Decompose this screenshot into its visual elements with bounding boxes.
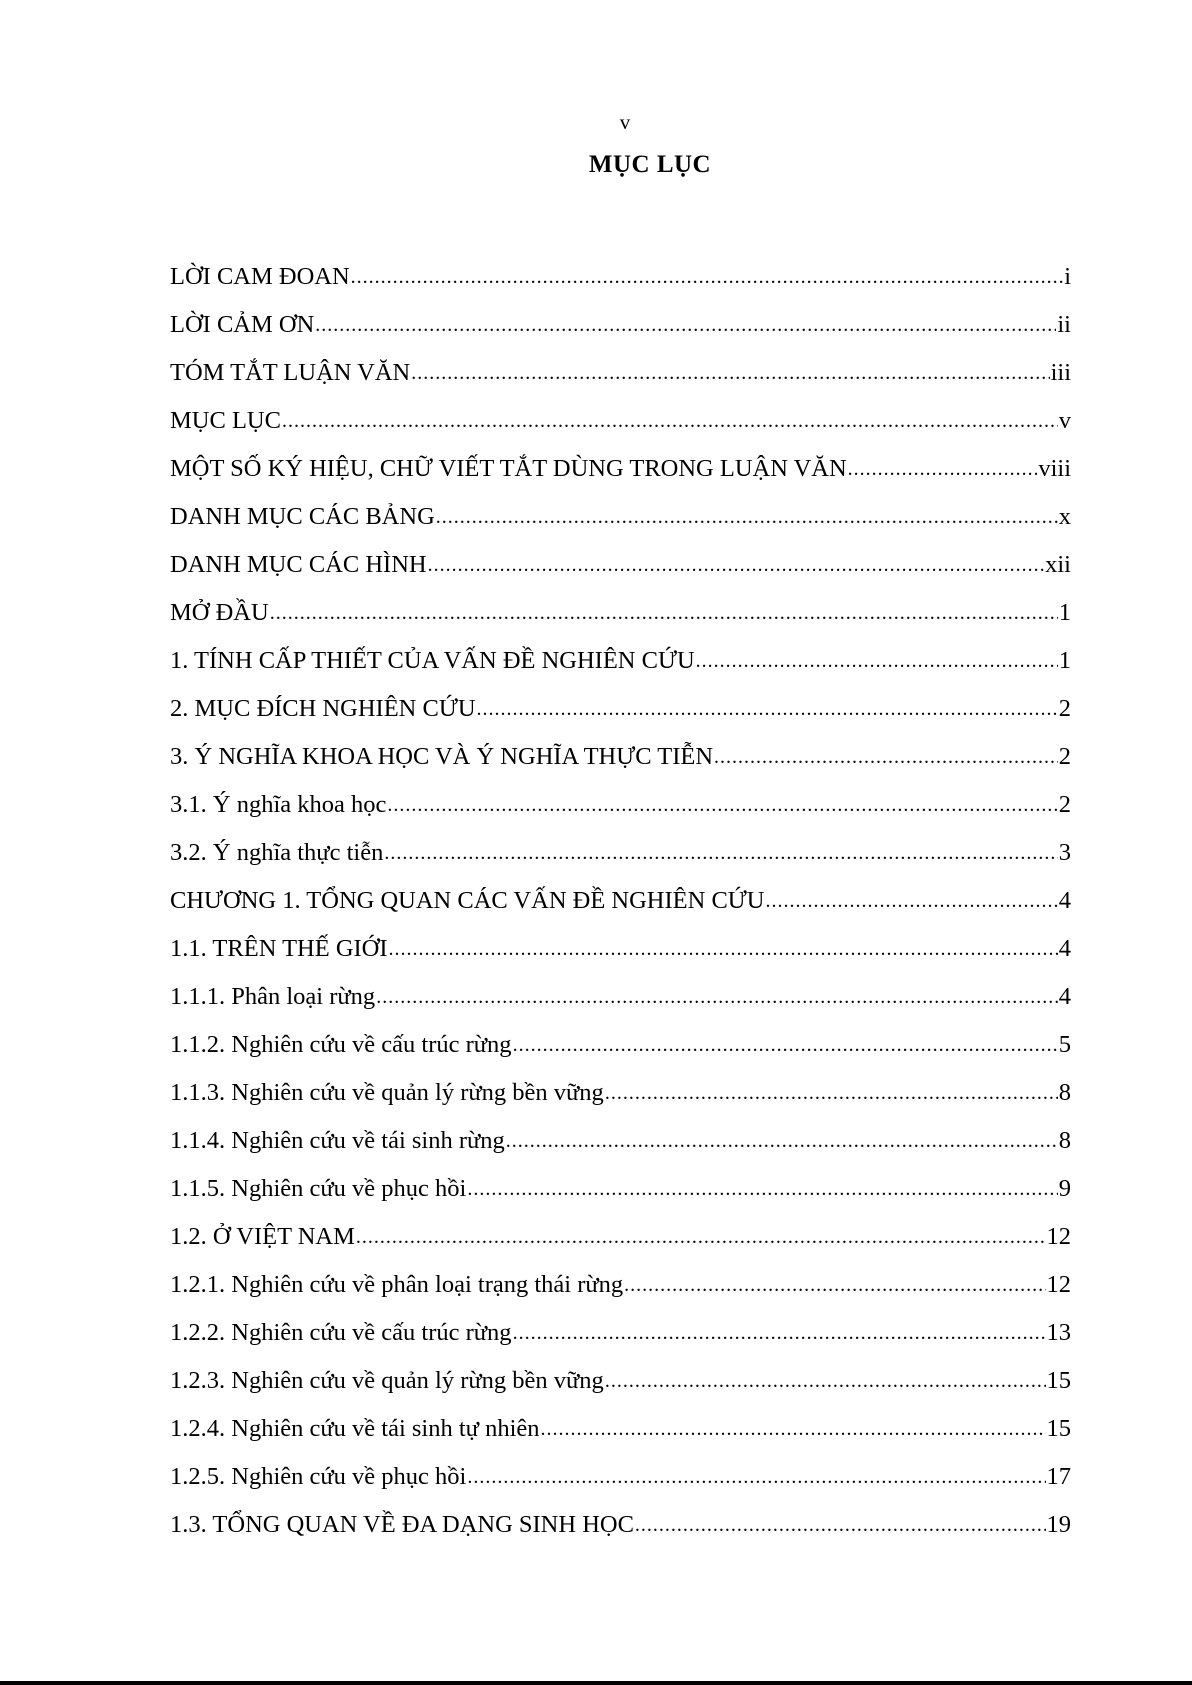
dot-leader <box>624 1270 1045 1300</box>
toc-entry-page: 5 <box>1058 1031 1071 1058</box>
dot-leader <box>356 1222 1046 1252</box>
toc-entry <box>170 244 1071 292</box>
toc-entry-page: 4 <box>1058 887 1071 914</box>
page-title: MỤC LỤC <box>588 151 712 178</box>
toc-entry-page: 19 <box>1046 1511 1071 1538</box>
toc-entry-label: 1.2.2. Nghiên cứu về cấu trúc rừng <box>170 1319 512 1346</box>
toc-entry <box>170 1300 1071 1348</box>
dot-leader <box>696 646 1058 676</box>
dot-leader <box>605 1366 1046 1396</box>
toc-entry <box>170 868 1071 916</box>
toc-entry-page: 2 <box>1058 695 1071 722</box>
toc-entry <box>170 1012 1071 1060</box>
toc-entry-label: 3.1. Ý nghĩa khoa học <box>170 791 387 818</box>
toc-entry <box>170 436 1071 484</box>
toc-entry-page: 2 <box>1058 791 1071 818</box>
toc-entry-label: 1.2.3. Nghiên cứu về quản lý rừng bền vững <box>170 1367 604 1394</box>
toc-entry <box>170 1444 1071 1492</box>
toc-entry-page: 1 <box>1058 647 1071 674</box>
toc-entry-page: 15 <box>1046 1415 1071 1442</box>
dot-leader <box>541 1414 1046 1444</box>
toc-entry-label: CHƯƠNG 1. TỔNG QUAN CÁC VẤN ĐỀ NGHIÊN CỨU <box>170 887 765 914</box>
toc-entry <box>170 532 1071 580</box>
toc-entry-page: 12 <box>1046 1223 1071 1250</box>
toc-entry-label: 2. MỤC ĐÍCH NGHIÊN CỨU <box>170 695 476 722</box>
toc-entry <box>170 484 1071 532</box>
toc-entry-page: 2 <box>1058 743 1071 770</box>
page-number: v <box>619 110 631 134</box>
dot-leader <box>765 886 1057 916</box>
dot-leader <box>387 790 1057 820</box>
toc-entry-page: 4 <box>1058 935 1071 962</box>
toc-entry-label: 1.2.1. Nghiên cứu về phân loại trạng thái rừng <box>170 1271 624 1298</box>
toc-entry <box>170 916 1071 964</box>
dot-leader <box>428 550 1045 580</box>
toc-entry-label: 3. Ý NGHĨA KHOA HỌC VÀ Ý NGHĨA THỰC TIỄN <box>170 743 714 770</box>
toc-entry <box>170 676 1071 724</box>
dot-leader <box>282 406 1058 436</box>
toc-entry-label: 1.1. TRÊN THẾ GIỚI <box>170 935 388 962</box>
dot-leader <box>436 502 1058 532</box>
toc-entry-page: ii <box>1057 311 1071 338</box>
toc-entry-label: DANH MỤC CÁC BẢNG <box>170 503 435 530</box>
toc-entry <box>170 772 1071 820</box>
toc-entry <box>170 580 1071 628</box>
toc-entry-label: 1.2.4. Nghiên cứu về tái sinh tự nhiên <box>170 1415 540 1442</box>
dot-leader <box>467 1174 1057 1204</box>
toc-entry-label: 1. TÍNH CẤP THIẾT CỦA VẤN ĐỀ NGHIÊN CỨU <box>170 647 695 674</box>
toc-entry-page: 15 <box>1046 1367 1071 1394</box>
toc-entry <box>170 628 1071 676</box>
dot-leader <box>635 1510 1046 1540</box>
toc-entry <box>170 724 1071 772</box>
toc-entry <box>170 388 1071 436</box>
dot-leader <box>351 262 1064 292</box>
toc-entry <box>170 1492 1071 1540</box>
toc-entry <box>170 1348 1071 1396</box>
toc-entry <box>170 1204 1071 1252</box>
toc-entry-page: 13 <box>1046 1319 1071 1346</box>
toc-entry-label: MỞ ĐẦU <box>170 599 269 626</box>
dot-leader <box>389 934 1058 964</box>
toc-entry-page: iii <box>1050 359 1071 386</box>
dot-leader <box>506 1126 1058 1156</box>
dot-leader <box>477 694 1058 724</box>
toc-entry-page: 12 <box>1046 1271 1071 1298</box>
toc-entry <box>170 964 1071 1012</box>
toc-entry <box>170 1396 1071 1444</box>
toc-entry-label: 1.3. TỔNG QUAN VỀ ĐA DẠNG SINH HỌC <box>170 1511 634 1538</box>
toc-entry-page: v <box>1058 407 1071 434</box>
dot-leader <box>270 598 1058 628</box>
toc-entry-label: DANH MỤC CÁC HÌNH <box>170 551 427 578</box>
toc-entry <box>170 292 1071 340</box>
toc-entry <box>170 1156 1071 1204</box>
dot-leader <box>605 1078 1058 1108</box>
toc-entry-label: TÓM TẮT LUẬN VĂN <box>170 359 411 386</box>
toc-entry <box>170 1252 1071 1300</box>
toc-entry-page: xii <box>1045 551 1071 578</box>
table-of-contents <box>170 244 1071 1540</box>
dot-leader <box>315 310 1056 340</box>
toc-entry-page: 4 <box>1058 983 1071 1010</box>
toc-entry-label: MỘT SỐ KÝ HIỆU, CHỮ VIẾT TẮT DÙNG TRONG LUẬN VĂN <box>170 455 847 482</box>
toc-entry-page: 8 <box>1058 1079 1071 1106</box>
dot-leader <box>411 358 1049 388</box>
dot-leader <box>467 1462 1045 1492</box>
toc-entry-page: 3 <box>1058 839 1071 866</box>
toc-entry-label: 1.1.5. Nghiên cứu về phục hồi <box>170 1175 467 1202</box>
toc-entry-label: MỤC LỤC <box>170 407 281 434</box>
dot-leader <box>714 742 1058 772</box>
toc-entry-label: LỜI CẢM ƠN <box>170 311 315 338</box>
toc-entry-page: 8 <box>1058 1127 1071 1154</box>
toc-entry-page: 9 <box>1058 1175 1071 1202</box>
toc-entry <box>170 1060 1071 1108</box>
dot-leader <box>513 1030 1058 1060</box>
toc-entry <box>170 1108 1071 1156</box>
toc-entry-page: x <box>1058 503 1071 530</box>
toc-entry-label: 1.1.1. Phân loại rừng <box>170 983 376 1010</box>
bottom-rule <box>0 1681 1192 1685</box>
toc-entry-label: LỜI CAM ĐOAN <box>170 263 350 290</box>
dot-leader <box>376 982 1058 1012</box>
toc-entry-label: 1.2.5. Nghiên cứu về phục hồi <box>170 1463 467 1490</box>
toc-entry-label: 1.1.4. Nghiên cứu về tái sinh rừng <box>170 1127 505 1154</box>
toc-entry <box>170 340 1071 388</box>
toc-entry-label: 3.2. Ý nghĩa thực tiễn <box>170 839 384 866</box>
dot-leader <box>384 838 1057 868</box>
toc-entry-label: 1.1.3. Nghiên cứu về quản lý rừng bền vững <box>170 1079 604 1106</box>
dot-leader <box>848 454 1038 484</box>
toc-entry-label: 1.2. Ở VIỆT NAM <box>170 1223 355 1250</box>
toc-entry-page: viii <box>1038 455 1071 482</box>
toc-entry-page: 1 <box>1058 599 1071 626</box>
toc-entry-label: 1.1.2. Nghiên cứu về cấu trúc rừng <box>170 1031 512 1058</box>
dot-leader <box>513 1318 1046 1348</box>
toc-entry <box>170 820 1071 868</box>
toc-entry-page: 17 <box>1046 1463 1071 1490</box>
toc-entry-page: i <box>1064 263 1071 290</box>
